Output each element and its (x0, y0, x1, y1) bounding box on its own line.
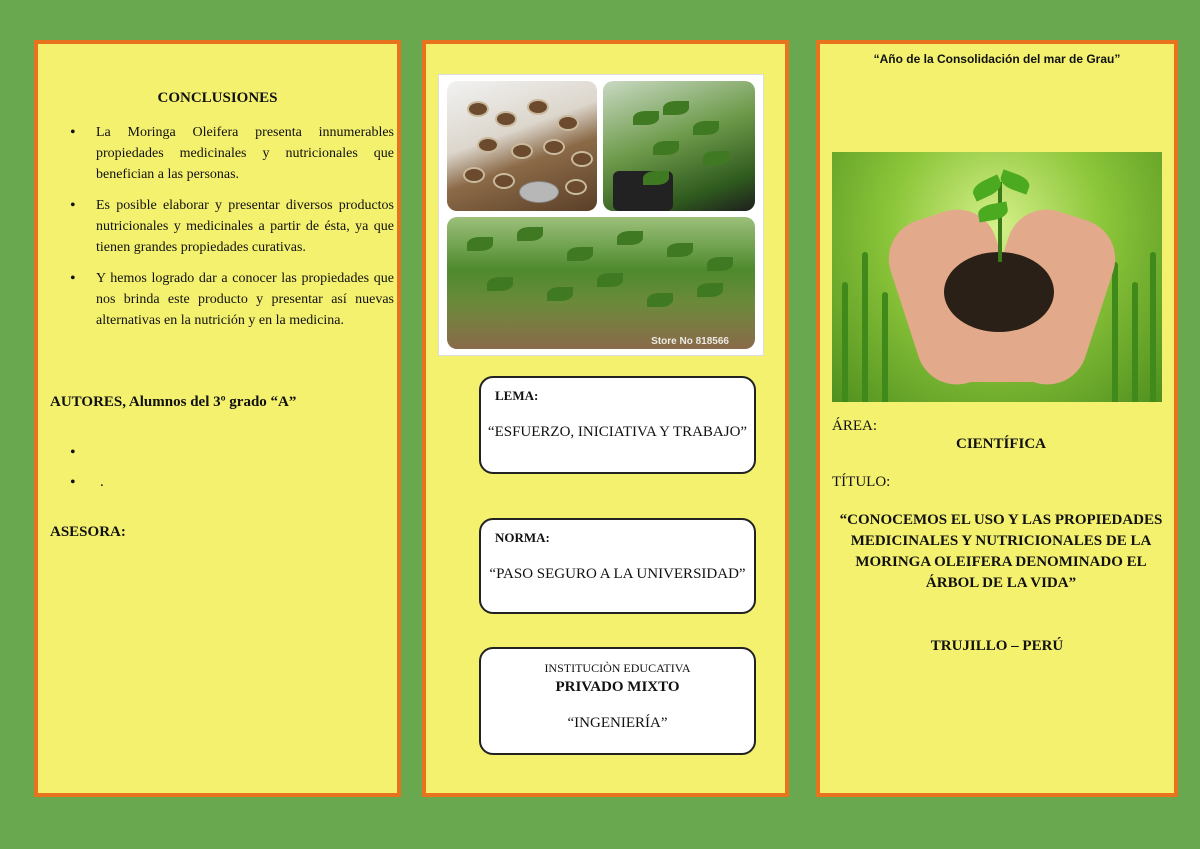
conclusions-panel (34, 40, 401, 797)
seeds-photo (447, 81, 597, 211)
conclusions-title: CONCLUSIONES (157, 90, 278, 106)
sprout-stem (998, 182, 1002, 262)
middle-panel (422, 40, 789, 797)
authors-rest: , Alumnos del 3º grado “A” (122, 394, 297, 410)
authors-heading (50, 394, 296, 411)
cover-panel (816, 40, 1178, 797)
rule-box (479, 518, 756, 614)
field-photo (447, 217, 755, 349)
conclusion-item: • Es posible elaborar y presentar diversos productos nutricionales y medicinales a partir de ésta, ya que tienen grandes propiedades curativas. (64, 195, 394, 258)
area-value: CIENTÍFICA (955, 436, 1046, 452)
conclusions-list (64, 122, 394, 341)
soil-shape (944, 252, 1054, 332)
photo-watermark: Store No 818566 (651, 336, 729, 347)
title-label: TÍTULO: (832, 474, 891, 490)
author-item (70, 444, 104, 474)
motto-label: LEMA: (495, 388, 539, 403)
advisor-heading: ASESORA: (50, 524, 126, 540)
year-motto: “Año de la Consolidación del mar de Grau” (873, 52, 1121, 66)
coin-shape (519, 181, 559, 203)
conclusion-item: • Y hemos logrado dar a conocer las propiedades que nos brinda este producto y presentar así nuevas alternativas en la nutrición y en la medicina. (64, 268, 394, 331)
author-item: • . (70, 474, 104, 504)
institution-box (479, 647, 756, 755)
city-country: TRUJILLO – PERÚ (930, 638, 1064, 654)
institution-type: INSTITUCIÒN EDUCATIVA (544, 661, 691, 675)
conclusion-item: • La Moringa Oleifera presenta innumerables propiedades medicinales y nutricionales que benefician a las personas. (64, 122, 394, 185)
seedling-photo (603, 81, 755, 211)
motto-box (479, 376, 756, 474)
rule-text: “PASO SEGURO A LA UNIVERSIDAD” (489, 566, 746, 582)
authors-label: AUTORES (50, 394, 123, 410)
moringa-photo-collage (438, 74, 764, 356)
area-label: ÁREA: (832, 418, 877, 434)
document-title: “CONOCEMOS EL USO Y LAS PROPIEDADES MEDICINALES Y NUTRICIONALES DE LA MORINGA OLEIFERA DENOMINADO EL ÁRBOL DE LA VIDA” (839, 512, 1163, 591)
rule-label: NORMA: (495, 530, 550, 545)
hands-seedling-image (832, 152, 1162, 402)
motto-text: “ESFUERZO, INICIATIVA Y TRABAJO” (487, 424, 748, 440)
institution-name: “INGENIERÍA” (567, 715, 668, 731)
institution-category: PRIVADO MIXTO (555, 679, 680, 695)
authors-list (70, 444, 104, 504)
